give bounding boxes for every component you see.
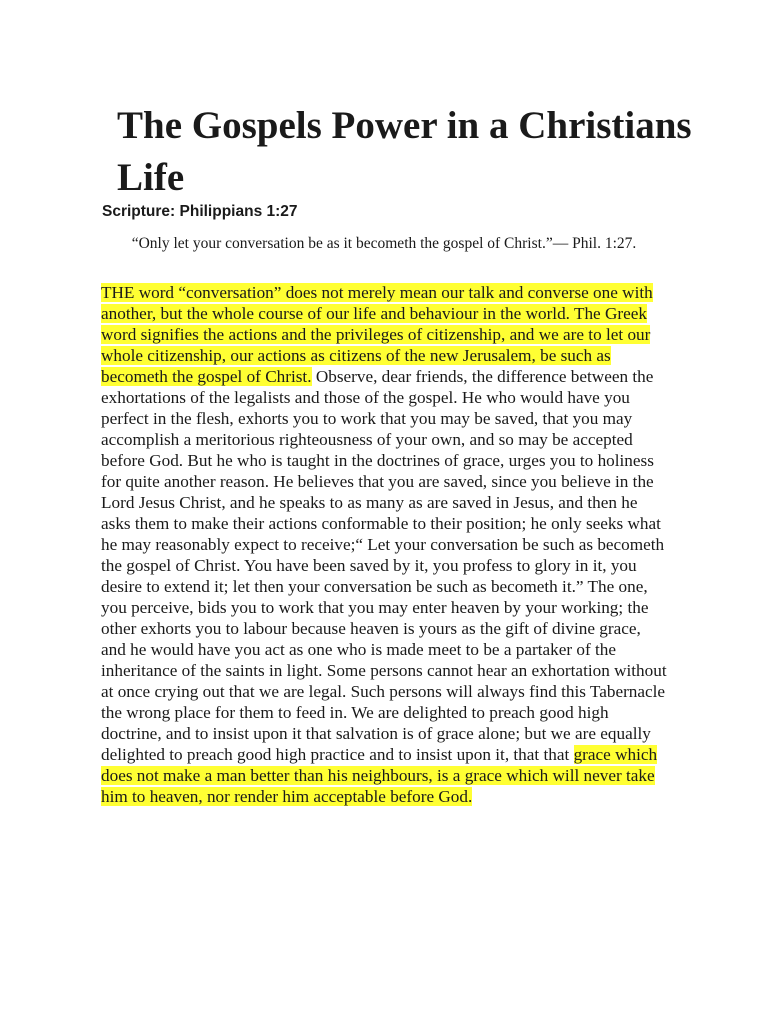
highlighted-passage-opening: THE word “conversation” does not merely mean our talk and converse one with another, but the whole course of our life and behaviour in the world. The Greek word signifies the actions and the privileges of citizenship, and we are to let our whole citizenship, our actions as citizens of the new Jerusalem, be such as becometh the gospel of Christ.: [101, 283, 653, 386]
highlighted-passage-closing: grace which does not make a man better than his neighbours, is a grace which will never take him to heaven, nor render him acceptable before God.: [101, 745, 658, 806]
scripture-reference: Scripture: Philippians 1:27: [102, 203, 298, 220]
document-title: The Gospels Power in a Christians Life: [117, 104, 692, 199]
epigraph-quote: “Only let your conversation be as it becometh the gospel of Christ.”— Phil. 1:27.: [131, 235, 637, 252]
body-paragraph: [101, 282, 669, 807]
body-passage-middle: Observe, dear friends, the difference between the exhortations of the legalists and those of the gospel. He who would have you perfect in the flesh, exhorts you to work that you may be saved, that you may accomplish a meritorious righteousness of your own, and so may be accepted before God. But he who is taught in the doctrines of grace, urges you to holiness for quite another reason. He believes that you are saved, since you believe in the Lord Jesus Christ, and he speaks to as many as are saved in Jesus, and then he asks them to make their actions conformable to their position; he only seeks what he may reasonably expect to receive;“ Let your conversation be such as becometh the gospel of Christ. You have been saved by it, you profess to glory in it, you desire to extend it; let then your conversation be such as becometh it.” The one, you perceive, bids you to work that you may enter heaven by your working; the other exhorts you to labour because heaven is yours as the gift of divine grace, and he would have you act as one who is made meet to be a partaker of the inheritance of the saints in light. Some persons cannot hear an exhortation without at once crying out that we are legal. Such persons will always find this Tabernacle the wrong place for them to feed in. We are delighted to preach good high doctrine, and to insist upon it that salvation is of grace alone; but we are equally delighted to preach good high practice and to insist upon it, that that: [101, 367, 667, 764]
